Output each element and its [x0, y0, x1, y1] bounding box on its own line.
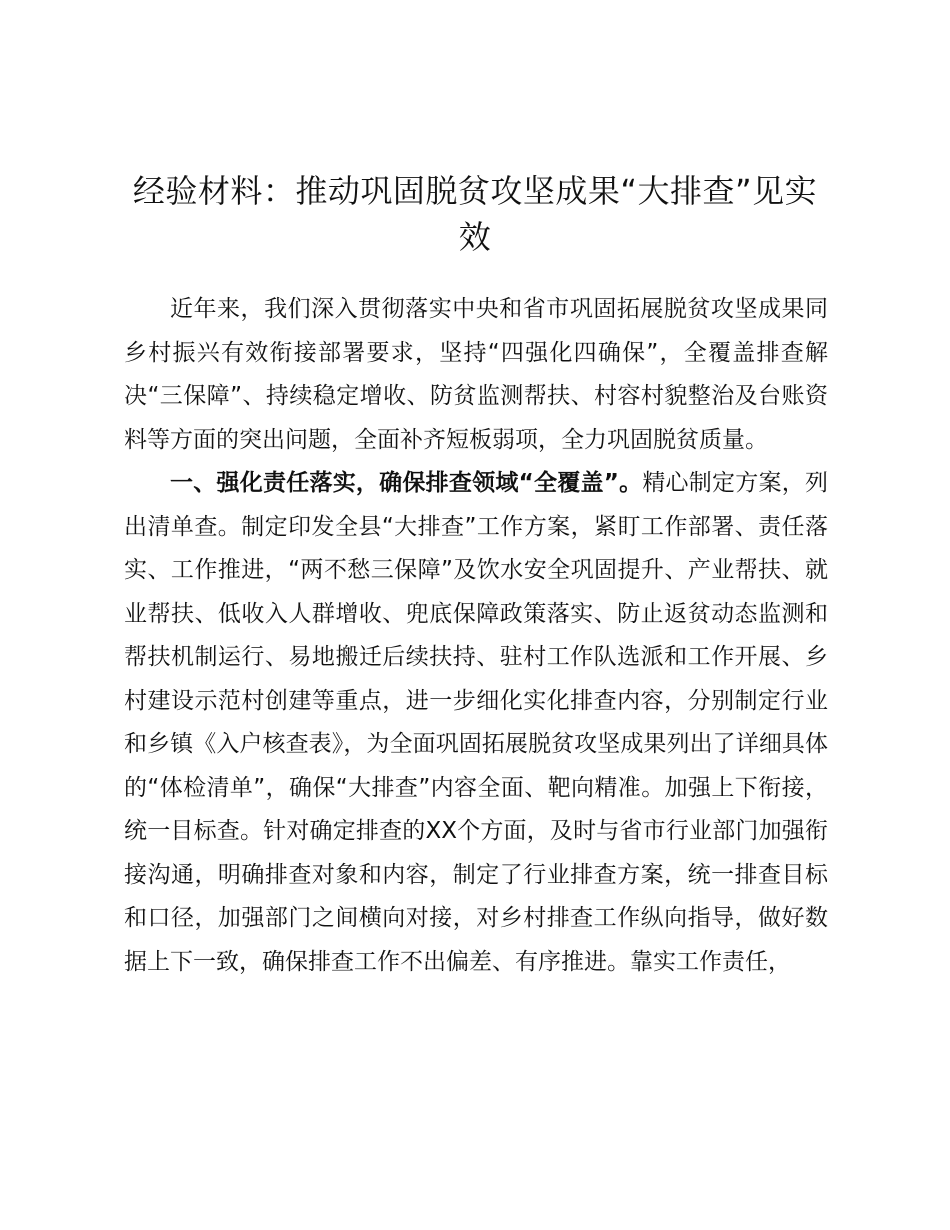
- paragraph-text: 精心制定方案，列出清单查。制定印发全县“大排查”工作方案，紧盯工作部署、责任落实、工作推进，“两不愁三保障”及饮水安全巩固提升、产业帮扶、就业帮扶、低收入人群增收、兜底保障政策落实、防止返贫动态监测和帮扶机制运行、易地搬迁后续扶持、驻村工作队选派和工作开展、乡村建设示范村创建等重点，进一步细化实化排查内容，分别制定行业和乡镇《入户核查表》，为全面巩固拓展脱贫攻坚成果列出了详细具体的“体检清单”，确保“大排查”内容全面、靶向精准。加强上下衔接，统一目标查。针对确定排查的XX个方面，及时与省市行业部门加强衔接沟通，明确排查对象和内容，制定了行业排查方案，统一排查目标和口径，加强部门之间横向对接，对乡村排查工作纵向指导，做好数据上下一致，确保排查工作不出偏差、有序推进。靠实工作责任，: [124, 470, 829, 975]
- section-one-paragraph: [124, 462, 828, 984]
- section-one-heading: 一、强化责任落实，确保排查领域“全覆盖”。: [170, 470, 643, 496]
- intro-paragraph: [124, 288, 828, 462]
- document-body: [124, 288, 828, 984]
- paragraph-text: 近年来，我们深入贯彻落实中央和省市巩固拓展脱贫攻坚成果同乡村振兴有效衔接部署要求，坚持“四强化四确保”，全覆盖排查解决“三保障”、持续稳定增收、防贫监测帮扶、村容村貌整治及台账资料等方面的突出问题，全面补齐短板弱项，全力巩固脱贫质量。: [124, 296, 828, 453]
- document-title: 经验材料：推动巩固脱贫攻坚成果“大排查”见实效: [132, 172, 818, 256]
